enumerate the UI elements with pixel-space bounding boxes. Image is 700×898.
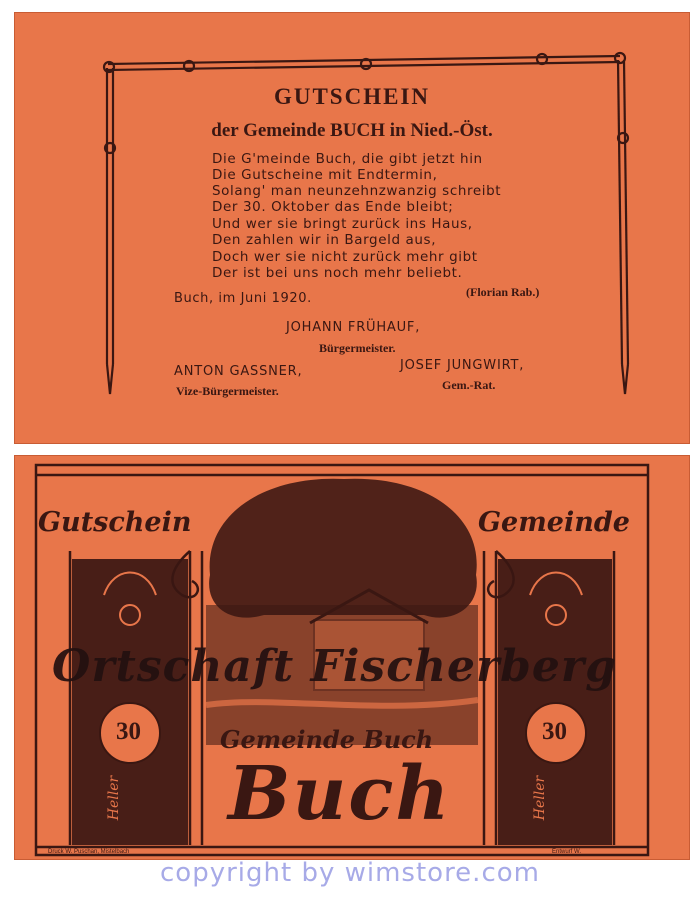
place-date: Buch, im Juni 1920. — [174, 291, 312, 306]
word-gutschein: Gutschein — [38, 507, 192, 538]
word-gemeinde: Gemeinde — [478, 507, 630, 538]
left-side-ornament — [72, 559, 188, 845]
gemeinde-buch-label: Gemeinde Buch — [220, 725, 434, 754]
notgeld-back — [14, 455, 690, 860]
right-side-ornament — [498, 559, 612, 845]
council-member-role: Gem.-Rat. — [442, 378, 496, 392]
vice-mayor-role: Vize-Bürgermeister. — [176, 384, 279, 398]
poem-line: Der ist bei uns noch mehr beliebt. — [212, 265, 463, 281]
copyright-watermark: copyright by wimstore.com — [160, 858, 540, 888]
heller-left: Heller — [106, 775, 123, 821]
poem-line: Den zahlen wir in Bargeld aus, — [212, 232, 437, 248]
town-name-buch: Buch — [228, 751, 452, 837]
vice-mayor-name: ANTON GASSNER, — [174, 364, 303, 379]
denomination-right: 30 — [542, 718, 567, 745]
designer-imprint: Entwurf W. — [552, 849, 582, 855]
mayor-name: JOHANN FRÜHAUF, — [286, 320, 421, 335]
poem-line: Und wer sie bringt zurück ins Haus, — [212, 216, 473, 232]
heller-right: Heller — [532, 775, 549, 821]
overprint-ortschaft: Ortschaft Fischerberg — [52, 641, 617, 692]
voucher-subtitle: der Gemeinde BUCH in Nied.-Öst. — [211, 120, 493, 141]
poem-credit: (Florian Rab.) — [466, 285, 540, 299]
tree-landscape-illustration — [206, 479, 478, 745]
council-member-name: JOSEF JUNGWIRT, — [400, 358, 525, 373]
voucher-title: GUTSCHEIN — [273, 84, 431, 109]
mayor-role: Bürgermeister. — [319, 341, 396, 355]
poem-line: Der 30. Oktober das Ende bleibt; — [212, 199, 454, 215]
notgeld-front — [14, 12, 690, 444]
denomination-left: 30 — [116, 718, 141, 745]
poem-line: Die G'meinde Buch, die gibt jetzt hin — [212, 151, 483, 167]
printer-imprint: Druck W. Puschan, Mistelbach — [48, 849, 130, 855]
poem-line: Solang' man neunzehnzwanzig schreibt — [212, 183, 502, 199]
poem-line: Doch wer sie nicht zurück mehr gibt — [212, 249, 478, 265]
poem-line: Die Gutscheine mit Endtermin, — [212, 167, 438, 183]
